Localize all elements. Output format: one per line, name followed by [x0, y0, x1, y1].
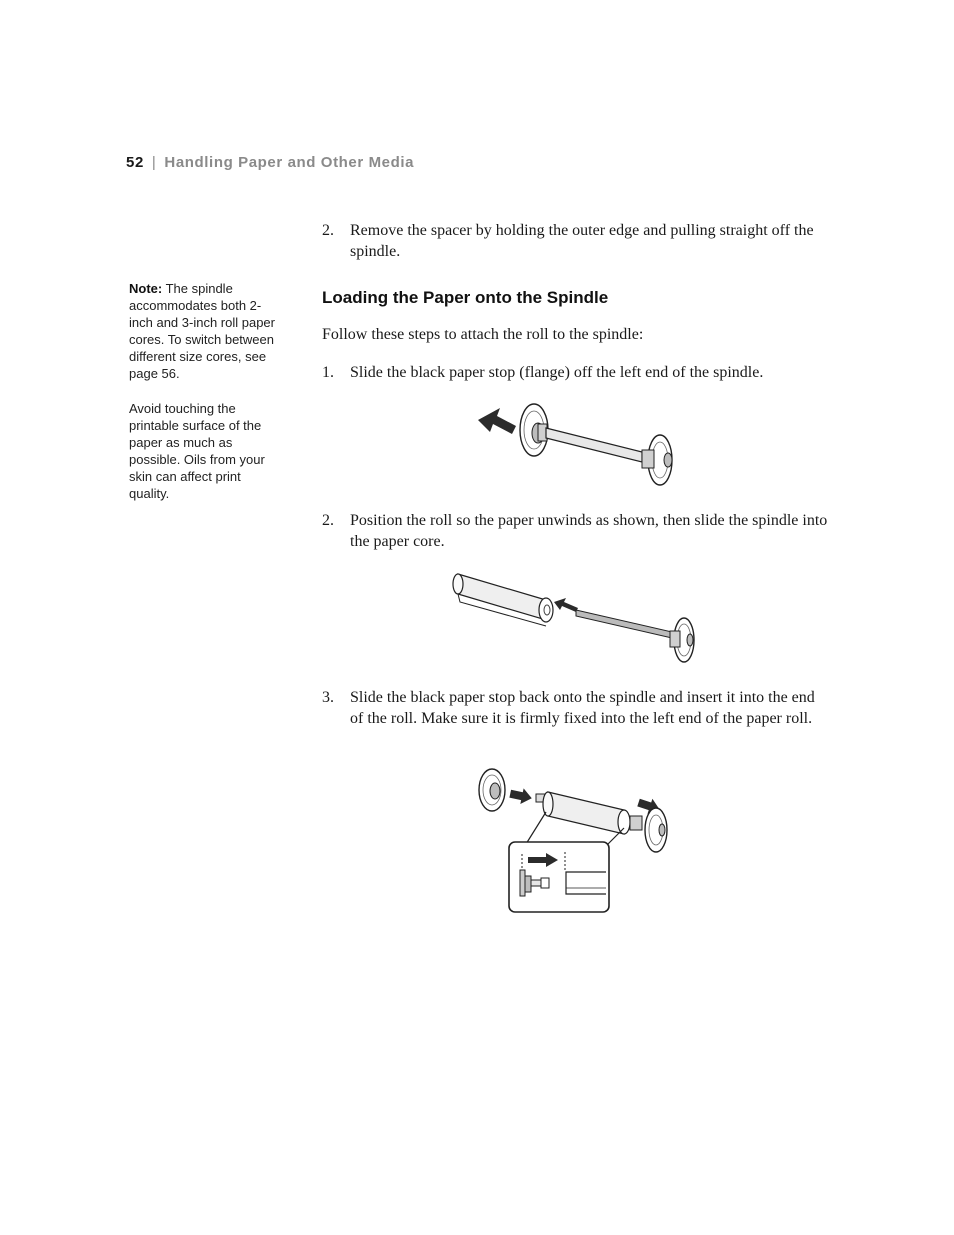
step-1	[322, 362, 832, 383]
step-number: 2.	[322, 222, 334, 239]
step-text: Slide the black paper stop back onto the spindle and insert it into the end of the roll. Make sure it is firmly fixed into the left end of the paper roll.	[350, 689, 815, 727]
page-number: 52	[126, 154, 144, 171]
flange-right	[670, 618, 694, 662]
step-text: Remove the spacer by holding the outer edge and pulling straight off the spindle.	[350, 222, 814, 260]
spindle-rod	[546, 428, 642, 462]
arrow-left-icon	[478, 408, 516, 434]
flange-left	[479, 769, 505, 811]
arrow-left-icon	[554, 598, 578, 612]
spindle-rod	[576, 610, 672, 638]
step-number: 3.	[322, 689, 334, 706]
arrow-right-icon	[509, 786, 534, 806]
flange-right	[630, 808, 667, 852]
step-2	[322, 510, 832, 552]
note-text: The spindle accommodates both 2-inch and 3-inch roll paper cores. To switch between different size cores, see page 56.	[129, 281, 275, 381]
step-text: Slide the black paper stop (flange) off the left end of the spindle.	[350, 364, 764, 381]
step-number: 1.	[322, 364, 334, 381]
section-heading: Loading the Paper onto the Spindle	[322, 288, 609, 307]
figure-insert-spindle	[448, 566, 698, 666]
chapter-title: Handling Paper and Other Media	[164, 154, 415, 171]
sidebar-note	[129, 280, 279, 382]
step-number: 2.	[322, 512, 334, 529]
header-separator: |	[151, 154, 157, 171]
paper-roll	[453, 574, 553, 626]
step-text: Position the roll so the paper unwinds as shown, then slide the spindle into the paper core.	[350, 512, 828, 550]
paper-roll	[543, 792, 630, 834]
flange-left	[520, 404, 548, 456]
running-header	[126, 154, 414, 171]
tip-text: Avoid touching the printable surface of the paper as much as possible. Oils from your skin can affect print quality.	[129, 401, 265, 501]
prev-step	[322, 220, 832, 262]
figure-reattach-flange	[474, 764, 678, 916]
detail-inset	[509, 842, 609, 912]
step-3	[322, 687, 832, 729]
figure-remove-flange	[472, 398, 682, 490]
intro-paragraph: Follow these steps to attach the roll to the spindle:	[322, 326, 644, 343]
flange-right	[642, 435, 672, 485]
sidebar-tip	[129, 400, 279, 502]
note-label: Note:	[129, 281, 163, 296]
